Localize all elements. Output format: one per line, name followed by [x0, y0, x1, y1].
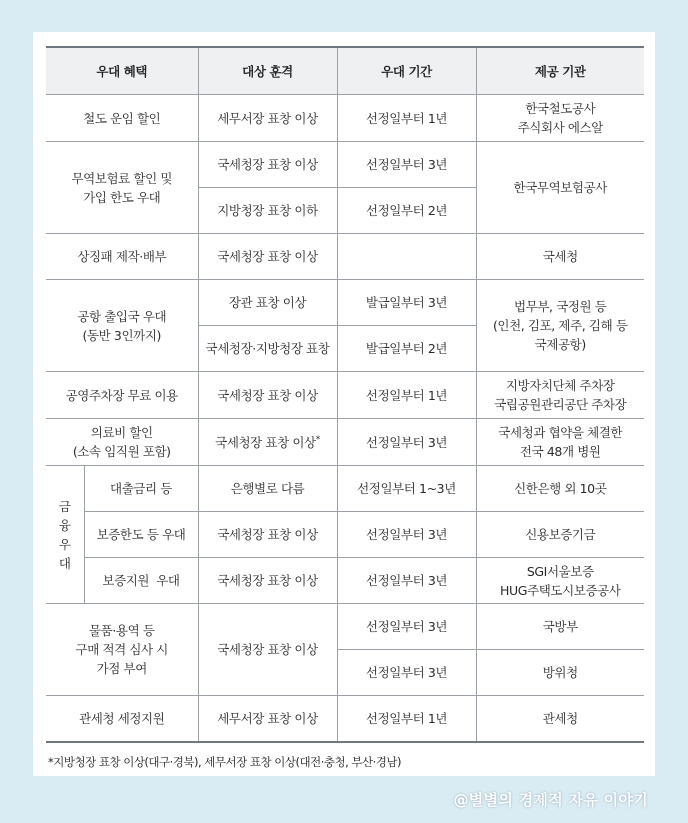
group-char: 우: [58, 536, 71, 552]
benefit-cell: 대출금리 등: [84, 466, 198, 512]
period-cell: 선정일부터 3년: [337, 142, 476, 188]
period-cell: [337, 234, 476, 280]
table-row: [46, 512, 644, 558]
benefit-line: 가입 한도 우대: [83, 189, 161, 205]
provider-line: HUG주택도시보증공사: [500, 582, 621, 598]
table-row: [46, 696, 644, 742]
period-cell: 선정일부터 1년: [337, 696, 476, 742]
target-cell: 국세청장 표창 이상: [198, 234, 337, 280]
period-cell: 선정일부터 3년: [337, 419, 476, 466]
provider-cell: 국방부: [476, 604, 644, 650]
provider-line: 국제공항): [534, 337, 586, 352]
table-row: [46, 142, 644, 188]
table-row: [46, 558, 644, 604]
period-cell: 선정일부터 2년: [337, 188, 476, 234]
group-char: 대: [58, 555, 71, 571]
provider-cell: [476, 95, 644, 142]
period-cell: 선정일부터 1년: [337, 372, 476, 419]
period-cell: 선정일부터 3년: [337, 604, 476, 650]
benefit-cell: 관세청 세정지원: [46, 696, 198, 742]
target-cell: 세무서장 표창 이상: [198, 696, 337, 742]
benefit-line: 공항 출입국 우대: [77, 308, 167, 324]
group-char: 융: [58, 517, 71, 533]
provider-cell: [476, 558, 644, 604]
table-row: [46, 466, 644, 512]
finance-group-label: [46, 466, 84, 604]
provider-line: 국립공원관리공단 주차장: [494, 397, 627, 412]
period-cell: 발급일부터 3년: [337, 280, 476, 326]
table-row: [46, 604, 644, 650]
table-row: [46, 95, 644, 142]
benefit-line: (동반 3인까지): [82, 327, 161, 343]
header-period: 우대 기간: [337, 47, 476, 95]
provider-cell: 관세청: [476, 696, 644, 742]
footnote: *지방청장 표창 이상(대구·경북), 세무서장 표창 이상(대전·충청, 부산·경남): [48, 755, 401, 769]
footnote-mark: *: [315, 434, 320, 445]
benefit-cell: 공영주차장 무료 이용: [46, 372, 198, 419]
provider-cell: 국세청: [476, 234, 644, 280]
target-cell: 은행별로 다름: [198, 466, 337, 512]
benefit-cell: [46, 604, 198, 696]
provider-cell: 신한은행 외 10곳: [476, 466, 644, 512]
target-cell: 지방청장 표창 이하: [198, 188, 337, 234]
target-cell: 세무서장 표창 이상: [198, 95, 337, 142]
provider-line: 법무부, 국정원 등: [514, 299, 607, 314]
table-row: [46, 372, 644, 419]
target-cell: 국세청장 표창 이상: [198, 142, 337, 188]
header-benefit: 우대 혜택: [46, 47, 198, 95]
benefit-cell: [46, 142, 198, 234]
benefit-line: 의료비 할인: [90, 425, 153, 440]
provider-cell: 한국무역보험공사: [476, 142, 644, 234]
target-text: 국세청장 표창 이상: [215, 434, 316, 450]
benefit-cell: [46, 419, 198, 466]
benefit-line: 가점 부여: [96, 661, 147, 676]
benefit-line: 무역보험료 할인 및: [71, 170, 173, 186]
period-cell: 선정일부터 1년: [337, 95, 476, 142]
target-cell: 국세청장 표창 이상: [198, 558, 337, 604]
benefit-line: 구매 적격 심사 시: [75, 642, 168, 657]
table-header-row: [46, 47, 644, 95]
benefits-table: [46, 46, 644, 743]
target-cell: 국세청장·지방청장 표창: [198, 326, 337, 372]
period-cell: 발급일부터 2년: [337, 326, 476, 372]
period-cell: 선정일부터 1~3년: [337, 466, 476, 512]
provider-line: (인천, 김포, 제주, 김해 등: [492, 318, 628, 333]
provider-line: 지방자치단체 주차장: [505, 378, 615, 393]
provider-line: SGI서울보증: [526, 563, 594, 579]
period-cell: 선정일부터 3년: [337, 650, 476, 696]
benefit-cell: [46, 280, 198, 372]
provider-cell: 신용보증기금: [476, 512, 644, 558]
provider-line: 주식회사 에스알: [517, 120, 603, 135]
header-target: 대상 훈격: [198, 47, 337, 95]
period-cell: 선정일부터 3년: [337, 512, 476, 558]
period-cell: 선정일부터 3년: [337, 558, 476, 604]
watermark: @별별의 경제적 자유 이야기: [453, 791, 648, 809]
target-cell: 장관 표창 이상: [198, 280, 337, 326]
provider-cell: [476, 280, 644, 372]
provider-line: 전국 48개 병원: [519, 444, 601, 459]
benefits-card: [33, 32, 655, 776]
target-cell: 국세청장 표창 이상: [198, 372, 337, 419]
benefit-cell: 상징패 제작·배부: [46, 234, 198, 280]
table-row: [46, 280, 644, 326]
benefit-line: (소속 임직원 포함): [72, 444, 171, 459]
benefit-cell: 보증한도 등 우대: [84, 512, 198, 558]
table-row: [46, 419, 644, 466]
provider-cell: [476, 419, 644, 466]
benefit-cell: 보증지원 우대: [84, 558, 198, 604]
provider-line: 한국철도공사: [525, 101, 596, 116]
provider-cell: [476, 372, 644, 419]
target-cell: [198, 419, 337, 466]
benefit-line: 물품·용역 등: [88, 623, 155, 638]
provider-cell: 방위청: [476, 650, 644, 696]
provider-line: 국세청과 협약을 체결한: [498, 425, 623, 440]
header-provider: 제공 기관: [476, 47, 644, 95]
group-char: 금: [58, 498, 71, 514]
table-row: [46, 234, 644, 280]
target-cell: 국세청장 표창 이상: [198, 604, 337, 696]
benefit-cell: 철도 운임 할인: [46, 95, 198, 142]
target-cell: 국세청장 표창 이상: [198, 512, 337, 558]
